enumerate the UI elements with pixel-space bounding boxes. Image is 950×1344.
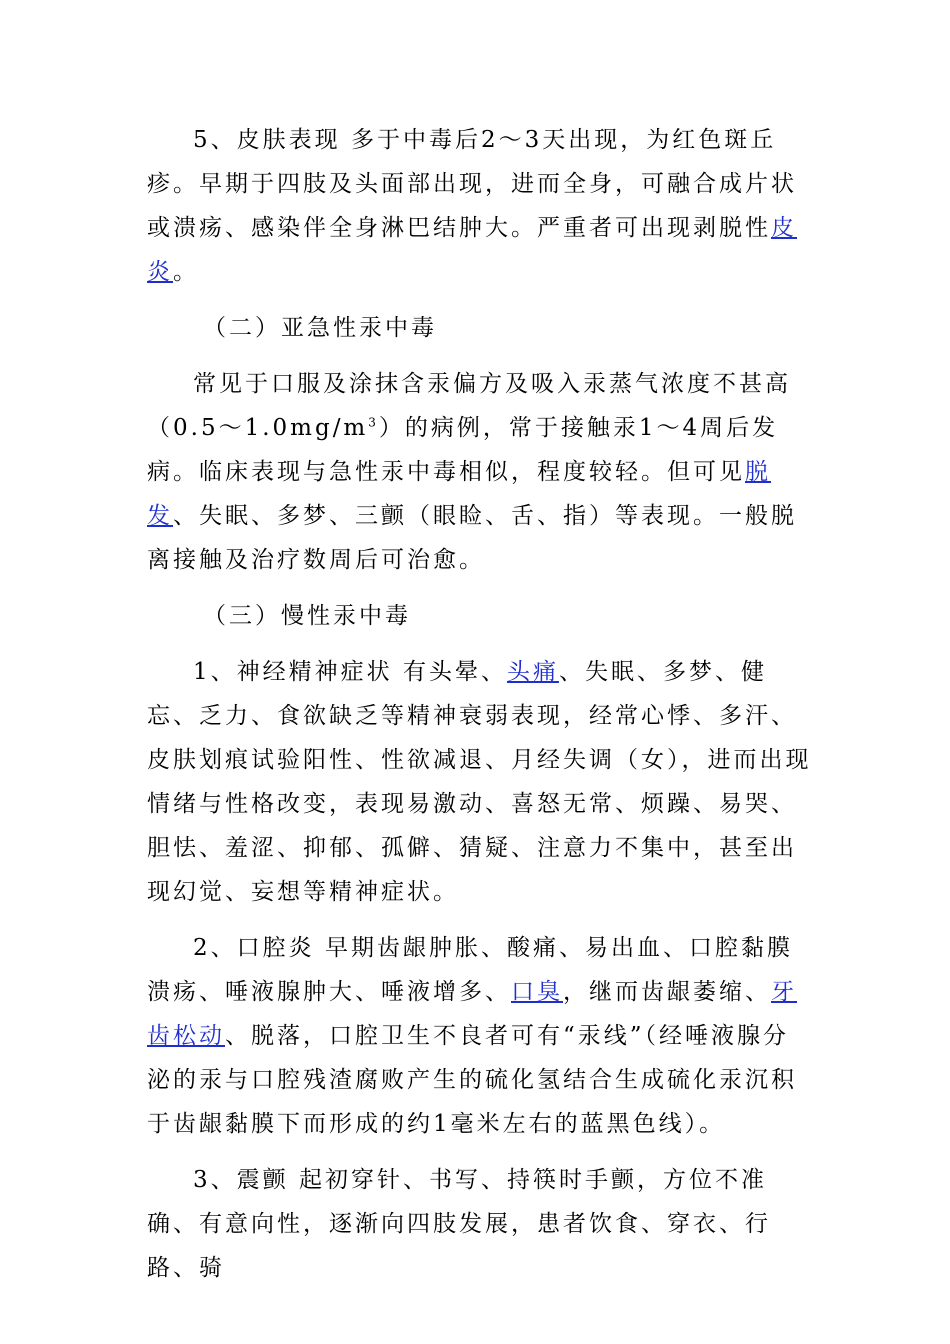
text-segment: 、失眠、多梦、健忘、乏力、食欲缺乏等精神衰弱表现，经常心悸、多汗、皮肤划痕试验阳性、性欲减退、月经失调（女），进而出现情绪与性格改变，表现易激动、喜怒无常、烦躁、易哭、胆怯、羞涩、抑郁、孤僻、猜疑、注意力不集中，甚至出现幻觉、妄想等精神症状。: [147, 659, 812, 905]
heading-text: （三）慢性汞中毒: [203, 603, 411, 629]
link-headache[interactable]: 头痛: [506, 659, 559, 685]
text-segment: 5、皮肤表现 多于中毒后2～3天出现，为红色斑丘疹。早期于四肢及头面部出现，进而全身，可融合成片状或溃疡、感染伴全身淋巴结肿大。严重者可出现剥脱性: [147, 127, 797, 241]
text-segment: ，继而齿龈萎缩、: [563, 979, 771, 1005]
heading-subacute-poisoning: [147, 306, 812, 350]
superscript-3: 3: [368, 415, 379, 430]
text-segment: 1、神经精神症状 有头晕、: [193, 659, 507, 685]
heading-text: （二）亚急性汞中毒: [203, 315, 437, 341]
paragraph-skin-symptoms: [147, 118, 812, 294]
link-dermatitis[interactable]: 皮炎: [147, 215, 797, 285]
link-halitosis[interactable]: 口臭: [511, 979, 563, 1005]
text-segment: 常见于口服及涂抹含汞偏方及吸入汞蒸气浓度不甚高（0.5～1.0mg/m: [147, 371, 791, 441]
text-segment: 。: [173, 259, 199, 285]
text-segment: 、失眠、多梦、三颤（眼睑、舌、指）等表现。一般脱离接触及治疗数周后可治愈。: [147, 503, 797, 573]
link-loose-teeth[interactable]: 牙齿松动: [147, 979, 797, 1049]
text-segment: 3、震颤 起初穿针、书写、持筷时手颤，方位不准确、有意向性，逐渐向四肢发展，患者饮食、穿衣、行路、骑: [147, 1167, 771, 1281]
text-segment: ）的病例，常于接触汞1～4周后发病。临床表现与急性汞中毒相似，程度较轻。但可见: [147, 415, 779, 485]
text-segment: 、脱落，口腔卫生不良者可有“汞线”（经唾液腺分泌的汞与口腔残渣腐败产生的硫化氢结合生成硫化汞沉积于齿龈黏膜下而形成的约1毫米左右的蓝黑色线）。: [147, 1023, 797, 1137]
paragraph-neuro-symptoms: [147, 650, 812, 914]
paragraph-stomatitis: [147, 926, 812, 1146]
paragraph-tremor: [147, 1158, 812, 1290]
heading-chronic-poisoning: [147, 594, 812, 638]
link-hair-loss[interactable]: 脱发: [147, 459, 771, 529]
paragraph-subacute-description: [147, 362, 812, 582]
text-segment: 2、口腔炎 早期齿龈肿胀、酸痛、易出血、口腔黏膜溃疡、唾液腺肿大、唾液增多、: [147, 935, 793, 1005]
